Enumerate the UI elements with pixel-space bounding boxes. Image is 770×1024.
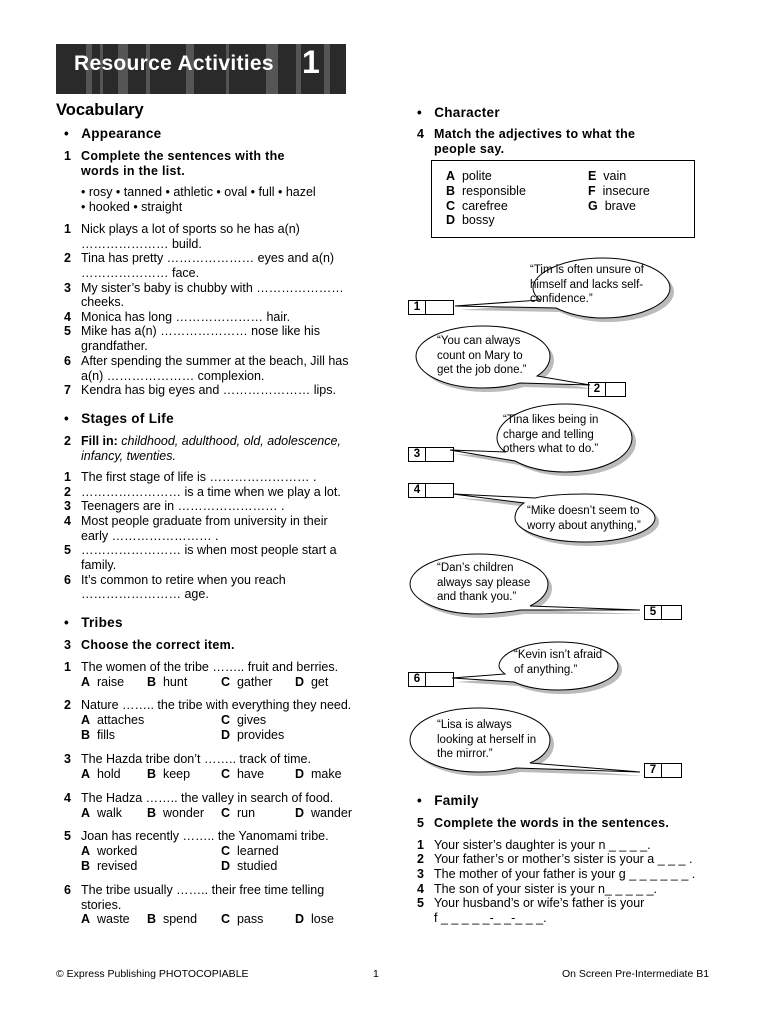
exercise-instruction: words in the list.	[81, 164, 186, 178]
sentence-item: grandfather.	[81, 339, 148, 353]
item-number: 5	[64, 324, 71, 338]
page-title: Resource Activities	[74, 52, 274, 75]
question-text: The Hadza …….. the valley in search of food.	[81, 791, 334, 805]
exercise-instruction: Fill in: childhood, adulthood, old, adolescence,	[81, 434, 341, 448]
answer-option[interactable]: B wonder	[147, 806, 204, 820]
item-number: 4	[64, 310, 71, 324]
sentence-item: early …………………… .	[81, 529, 219, 543]
question-text: Joan has recently …….. the Yanomami tribe.	[81, 829, 329, 843]
item-number: 5	[64, 829, 71, 843]
answer-option[interactable]: D studied	[221, 859, 278, 873]
adjective-option: E vain	[588, 169, 627, 183]
item-number: 4	[64, 791, 71, 805]
sentence-item: Nick plays a lot of sports so he has a(n)	[81, 222, 300, 236]
item-number: 3	[417, 867, 424, 881]
answer-option[interactable]: D provides	[221, 728, 285, 742]
answer-option[interactable]: C gives	[221, 713, 267, 727]
quote-kevin: “Kevin isn’t afraid of anything.”	[514, 649, 603, 676]
quote-lisa: “Lisa is always looking at herself in the mirror.”	[437, 719, 537, 760]
sentence-item: Your sister’s daughter is your n _ _ _ _.	[434, 838, 651, 852]
sentence-item: It’s common to retire when you reach	[81, 573, 286, 587]
item-number: 3	[64, 752, 71, 766]
stages-heading: • Stages of Life	[64, 411, 174, 426]
family-heading: • Family	[417, 793, 479, 808]
item-number: 2	[417, 852, 424, 866]
sentence-item: …………………… is a time when we play a lot.	[81, 485, 341, 499]
quote-mike: “Mike doesn’t seem to worry about anything,”	[527, 505, 641, 532]
sentence-item: …………………… age.	[81, 587, 209, 601]
exercise-number: 4	[417, 127, 424, 141]
sentence-item: Teenagers are in …………………… .	[81, 499, 285, 513]
adjective-option: C carefree	[446, 199, 508, 213]
item-number: 2	[64, 698, 71, 712]
page-number: 1	[373, 968, 379, 980]
item-number: 5	[417, 896, 424, 910]
item-number: 1	[64, 660, 71, 674]
answer-option[interactable]: D lose	[295, 912, 334, 926]
question-text: The women of the tribe …….. fruit and berries.	[81, 660, 339, 674]
item-number: 6	[64, 573, 71, 587]
answer-option[interactable]: B spend	[147, 912, 198, 926]
item-number: 5	[64, 543, 71, 557]
adjective-option: D bossy	[446, 213, 495, 227]
adjective-option: B responsible	[446, 184, 526, 198]
sentence-item: Mike has a(n) ………………… nose like his	[81, 324, 320, 338]
unit-number: 1	[302, 44, 320, 80]
item-number: 3	[64, 499, 71, 513]
sentence-item: Tina has pretty ………………… eyes and a(n)	[81, 251, 335, 265]
sentence-item: Your father’s or mother’s sister is your a _ _ _ .	[434, 852, 693, 866]
word-list: • rosy • tanned • athletic • oval • full • hazel	[81, 185, 316, 199]
exercise-number: 3	[64, 638, 71, 652]
answer-option[interactable]: D wander	[295, 806, 352, 820]
answer-option[interactable]: A attaches	[81, 713, 145, 727]
sentence-item: Your husband’s or wife’s father is your	[434, 896, 645, 910]
question-text: The tribe usually …….. their free time telling	[81, 883, 325, 897]
answer-option[interactable]: B revised	[81, 859, 138, 873]
answer-option[interactable]: D make	[295, 767, 342, 781]
quote-mary: “You can always count on Mary to get the job done.”	[437, 335, 527, 376]
answer-option[interactable]: A worked	[81, 844, 138, 858]
question-text: stories.	[81, 898, 122, 912]
sentence-item: Monica has long ………………… hair.	[81, 310, 291, 324]
answer-box-6[interactable]: 6	[408, 672, 454, 687]
adjective-option: F insecure	[588, 184, 650, 198]
item-number: 2	[64, 485, 71, 499]
answer-option[interactable]: A walk	[81, 806, 122, 820]
sentence-item: Kendra has big eyes and ………………… lips.	[81, 383, 336, 397]
sentence-item: a(n) ………………… complexion.	[81, 369, 265, 383]
exercise-instruction: Match the adjectives to what the	[434, 127, 636, 141]
quote-tim: “Tim is often unsure of himself and lacks self- confidence.”	[530, 264, 644, 305]
question-text: The Hazda tribe don’t …….. track of time.	[81, 752, 311, 766]
item-number: 4	[417, 882, 424, 896]
character-heading: • Character	[417, 105, 500, 120]
sentence-item: The mother of your father is your g _ _ _ _ _ _ .	[434, 867, 696, 881]
answer-box-2[interactable]: 2	[588, 382, 626, 397]
item-number: 7	[64, 383, 71, 397]
answer-option[interactable]: A raise	[81, 675, 125, 689]
footer-book-title: On Screen Pre-Intermediate B1	[562, 968, 710, 980]
item-number: 6	[64, 883, 71, 897]
item-number: 1	[64, 222, 71, 236]
exercise-number: 1	[64, 149, 71, 163]
sentence-item: cheeks.	[81, 295, 125, 309]
sentence-item: My sister’s baby is chubby with …………………	[81, 281, 344, 295]
item-number: 2	[64, 251, 71, 265]
answer-option[interactable]: C run	[221, 806, 256, 820]
exercise-instruction: Complete the words in the sentences.	[434, 816, 670, 830]
answer-box-3[interactable]: 3	[408, 447, 454, 462]
sentence-item: The son of your sister is your n_ _ _ _ _.	[434, 882, 658, 896]
item-number: 1	[417, 838, 424, 852]
adjective-option: A polite	[446, 169, 492, 183]
question-text: Nature …….. the tribe with everything they need.	[81, 698, 352, 712]
adjective-option: G brave	[588, 199, 636, 213]
answer-option[interactable]: A hold	[81, 767, 121, 781]
sentence-item: …………………… is when most people start a	[81, 543, 337, 557]
exercise-instruction: Complete the sentences with the	[81, 149, 285, 163]
vocabulary-heading: Vocabulary	[56, 101, 144, 119]
answer-box-1[interactable]: 1	[408, 300, 454, 315]
quote-tina: “Tina likes being in charge and telling others what to do.”	[503, 414, 599, 455]
sentence-item: After spending the summer at the beach, Jill has	[81, 354, 349, 368]
sentence-item: The first stage of life is …………………… .	[81, 470, 317, 484]
answer-option[interactable]: C have	[221, 767, 265, 781]
answer-box-7[interactable]: 7	[644, 763, 682, 778]
answer-option[interactable]: A waste	[81, 912, 130, 926]
footer-copyright: © Express Publishing PHOTOCOPIABLE	[56, 968, 249, 980]
sentence-item: family.	[81, 558, 117, 572]
exercise-instruction: Choose the correct item.	[81, 638, 235, 652]
item-number: 6	[64, 354, 71, 368]
item-number: 3	[64, 281, 71, 295]
item-number: 1	[64, 470, 71, 484]
word-list: • hooked • straight	[81, 200, 183, 214]
answer-box-5[interactable]: 5	[644, 605, 682, 620]
exercise-number: 2	[64, 434, 71, 448]
answer-option[interactable]: B keep	[147, 767, 191, 781]
answer-option[interactable]: D get	[295, 675, 329, 689]
answer-option[interactable]: B hunt	[147, 675, 188, 689]
answer-option[interactable]: C gather	[221, 675, 273, 689]
sentence-item: f _ _ _ _ _-_ _-_ _ _.	[434, 911, 547, 925]
tribes-heading: • Tribes	[64, 615, 123, 630]
answer-option[interactable]: B fills	[81, 728, 116, 742]
sentence-item: ………………… build.	[81, 237, 202, 251]
exercise-instruction: infancy, twenties.	[81, 449, 176, 463]
answer-box-4[interactable]: 4	[408, 483, 454, 498]
appearance-heading: • Appearance	[64, 126, 162, 141]
sentence-item: ………………… face.	[81, 266, 200, 280]
quote-dan: “Dan’s children always say please and thank you.”	[437, 562, 531, 603]
item-number: 4	[64, 514, 71, 528]
sentence-item: Most people graduate from university in their	[81, 514, 328, 528]
exercise-number: 5	[417, 816, 424, 830]
answer-option[interactable]: C pass	[221, 912, 264, 926]
exercise-instruction: people say.	[434, 142, 505, 156]
answer-option[interactable]: C learned	[221, 844, 279, 858]
